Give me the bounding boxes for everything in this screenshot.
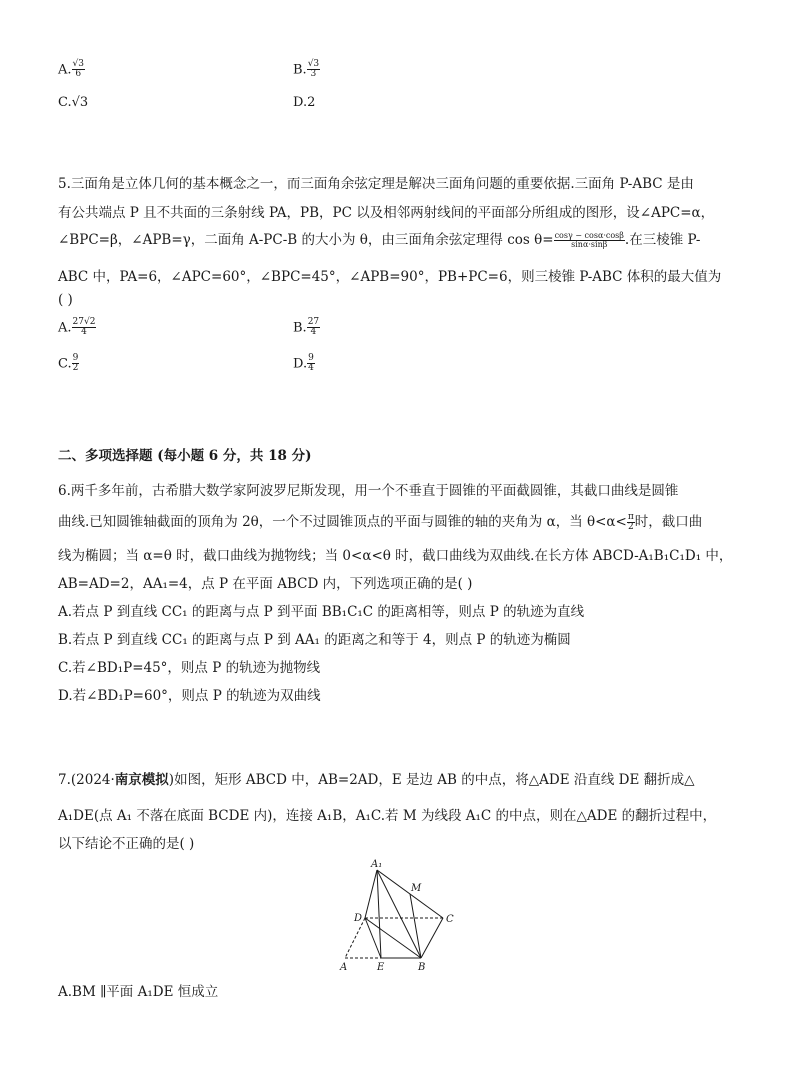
q6-pi-over-2-fraction: $\frac{\pi}{2}$ xyxy=(627,511,634,532)
q4-option-c[interactable]: C.√3 xyxy=(58,95,89,110)
q6-stem-line-1: 6.两千多年前，古希腊大数学家阿波罗尼斯发现，用一个不垂直于圆锥的平面截圆锥，其截口曲线是圆锥 xyxy=(58,483,679,499)
q4-option-d[interactable]: D.2 xyxy=(293,95,316,110)
q5-option-d-fraction: $\frac{9}{4}$ xyxy=(308,353,314,374)
section-heading-multiple-choice: 二、多项选择题 (每小题 6 分，共 18 分) xyxy=(58,448,312,464)
q5-answer-blank: ( ) xyxy=(58,292,73,308)
q5-stem-line-4: ABC 中，PA=6，∠APC=60°，∠BPC=45°，∠APB=90°，PB+PC=6，则三棱锥 P-ABC 体积的最大值为 xyxy=(58,269,722,285)
q6-stem-line-4: AB=AD=2，AA₁=4，点 P 在平面 ABCD 内，下列选项正确的是( ) xyxy=(58,576,473,592)
label-b: B xyxy=(418,962,426,973)
label-e: E xyxy=(377,962,385,973)
label-a: A xyxy=(340,962,348,973)
q5-cosine-fraction: $\frac{\cos\gamma - \cos\alpha\cdot\cos\beta}{\sin\alpha\cdot\sin\beta}$ xyxy=(554,230,624,249)
q4-option-a[interactable]: A. $\frac{√3}{6}$ xyxy=(58,59,84,80)
label-m: M xyxy=(411,883,422,894)
q7-geometry-figure xyxy=(335,855,465,975)
q5-option-c-fraction: $\frac{9}{2}$ xyxy=(72,353,79,374)
q6-option-a[interactable]: A.若点 P 到直线 CC₁ 的距离与点 P 到平面 BB₁C₁C 的距离相等，则点 P 的轨迹为直线 xyxy=(58,604,585,620)
q5-option-b-fraction: $\frac{27}{4}$ xyxy=(307,317,320,338)
q6-option-d[interactable]: D.若∠BD₁P=60°，则点 P 的轨迹为双曲线 xyxy=(58,688,321,704)
edge-a1e xyxy=(377,870,381,958)
q6-stem-line-3: 线为椭圆；当 α=θ 时，截口曲线为抛物线；当 0<α<θ 时，截口曲线为双曲线.在长方体 ABCD-A₁B₁C₁D₁ 中， xyxy=(58,548,733,564)
edge-bc xyxy=(421,918,443,958)
edge-a1d xyxy=(365,870,377,918)
label-d: D xyxy=(354,913,363,924)
q5-stem-line-3: ∠BPC=β，∠APB=γ，二面角 A-PC-B 的大小为 θ，由三面角余弦定理得 cos θ= $\frac{\cos\gamma - \cos\alpha\cdot\cos\beta}{\sin\alpha\cdot\sin\beta}$ .在三棱锥 P- xyxy=(58,230,701,249)
q7-stem-line-1: 7.(2024·南京模拟)如图，矩形 ABCD 中，AB=2AD，E 是边 AB 的中点，将△ADE 沿直线 DE 翻折成△ xyxy=(58,772,695,788)
q7-stem-line-2: A₁DE(点 A₁ 不落在底面 BCDE 内)，连接 A₁B，A₁C.若 M 为线段 A₁C 的中点，则在△ADE 的翻折过程中， xyxy=(58,808,717,824)
label-a1: A₁ xyxy=(371,859,383,870)
q5-stem-line-1: 5.三面角是立体几何的基本概念之一，而三面角余弦定理是解决三面角问题的重要依据.三面角 P-ABC 是由 xyxy=(58,176,694,192)
q7-option-a[interactable]: A.BM ∥平面 A₁DE 恒成立 xyxy=(58,984,219,1000)
edge-da-dashed xyxy=(345,918,365,958)
q6-option-c[interactable]: C.若∠BD₁P=45°，则点 P 的轨迹为抛物线 xyxy=(58,660,321,676)
q5-option-c[interactable]: C. $\frac{9}{2}$ xyxy=(58,353,79,374)
q5-stem-line-2: 有公共端点 P 且不共面的三条射线 PA，PB，PC 以及相邻两射线间的平面部分所组成的图形，设∠APC=α， xyxy=(58,205,715,221)
label-c: C xyxy=(446,914,454,925)
q6-stem-line-2: 曲线.已知圆锥轴截面的顶角为 2θ，一个不过圆锥顶点的平面与圆锥的轴的夹角为 α，当 θ<α< $\frac{\pi}{2}$ 时，截口曲 xyxy=(58,511,703,532)
q7-stem-line-3: 以下结论不正确的是( ) xyxy=(58,836,195,852)
q5-option-a[interactable]: A. $\frac{27√2}{4}$ xyxy=(58,317,96,338)
edge-mb xyxy=(410,894,421,958)
q4-option-b-fraction: $\frac{√3}{3}$ xyxy=(307,59,320,80)
q4-option-b[interactable]: B. $\frac{√3}{3}$ xyxy=(293,59,320,80)
q5-option-a-fraction: $\frac{27√2}{4}$ xyxy=(72,317,96,338)
q5-option-d[interactable]: D. $\frac{9}{4}$ xyxy=(293,353,314,374)
q4-option-a-fraction: $\frac{√3}{6}$ xyxy=(72,59,84,80)
q6-option-b[interactable]: B.若点 P 到直线 CC₁ 的距离与点 P 到 AA₁ 的距离之和等于 4，则点 P 的轨迹为椭圆 xyxy=(58,632,571,648)
q7-source-tag: 南京模拟 xyxy=(114,772,169,788)
q5-option-b[interactable]: B. $\frac{27}{4}$ xyxy=(293,317,320,338)
